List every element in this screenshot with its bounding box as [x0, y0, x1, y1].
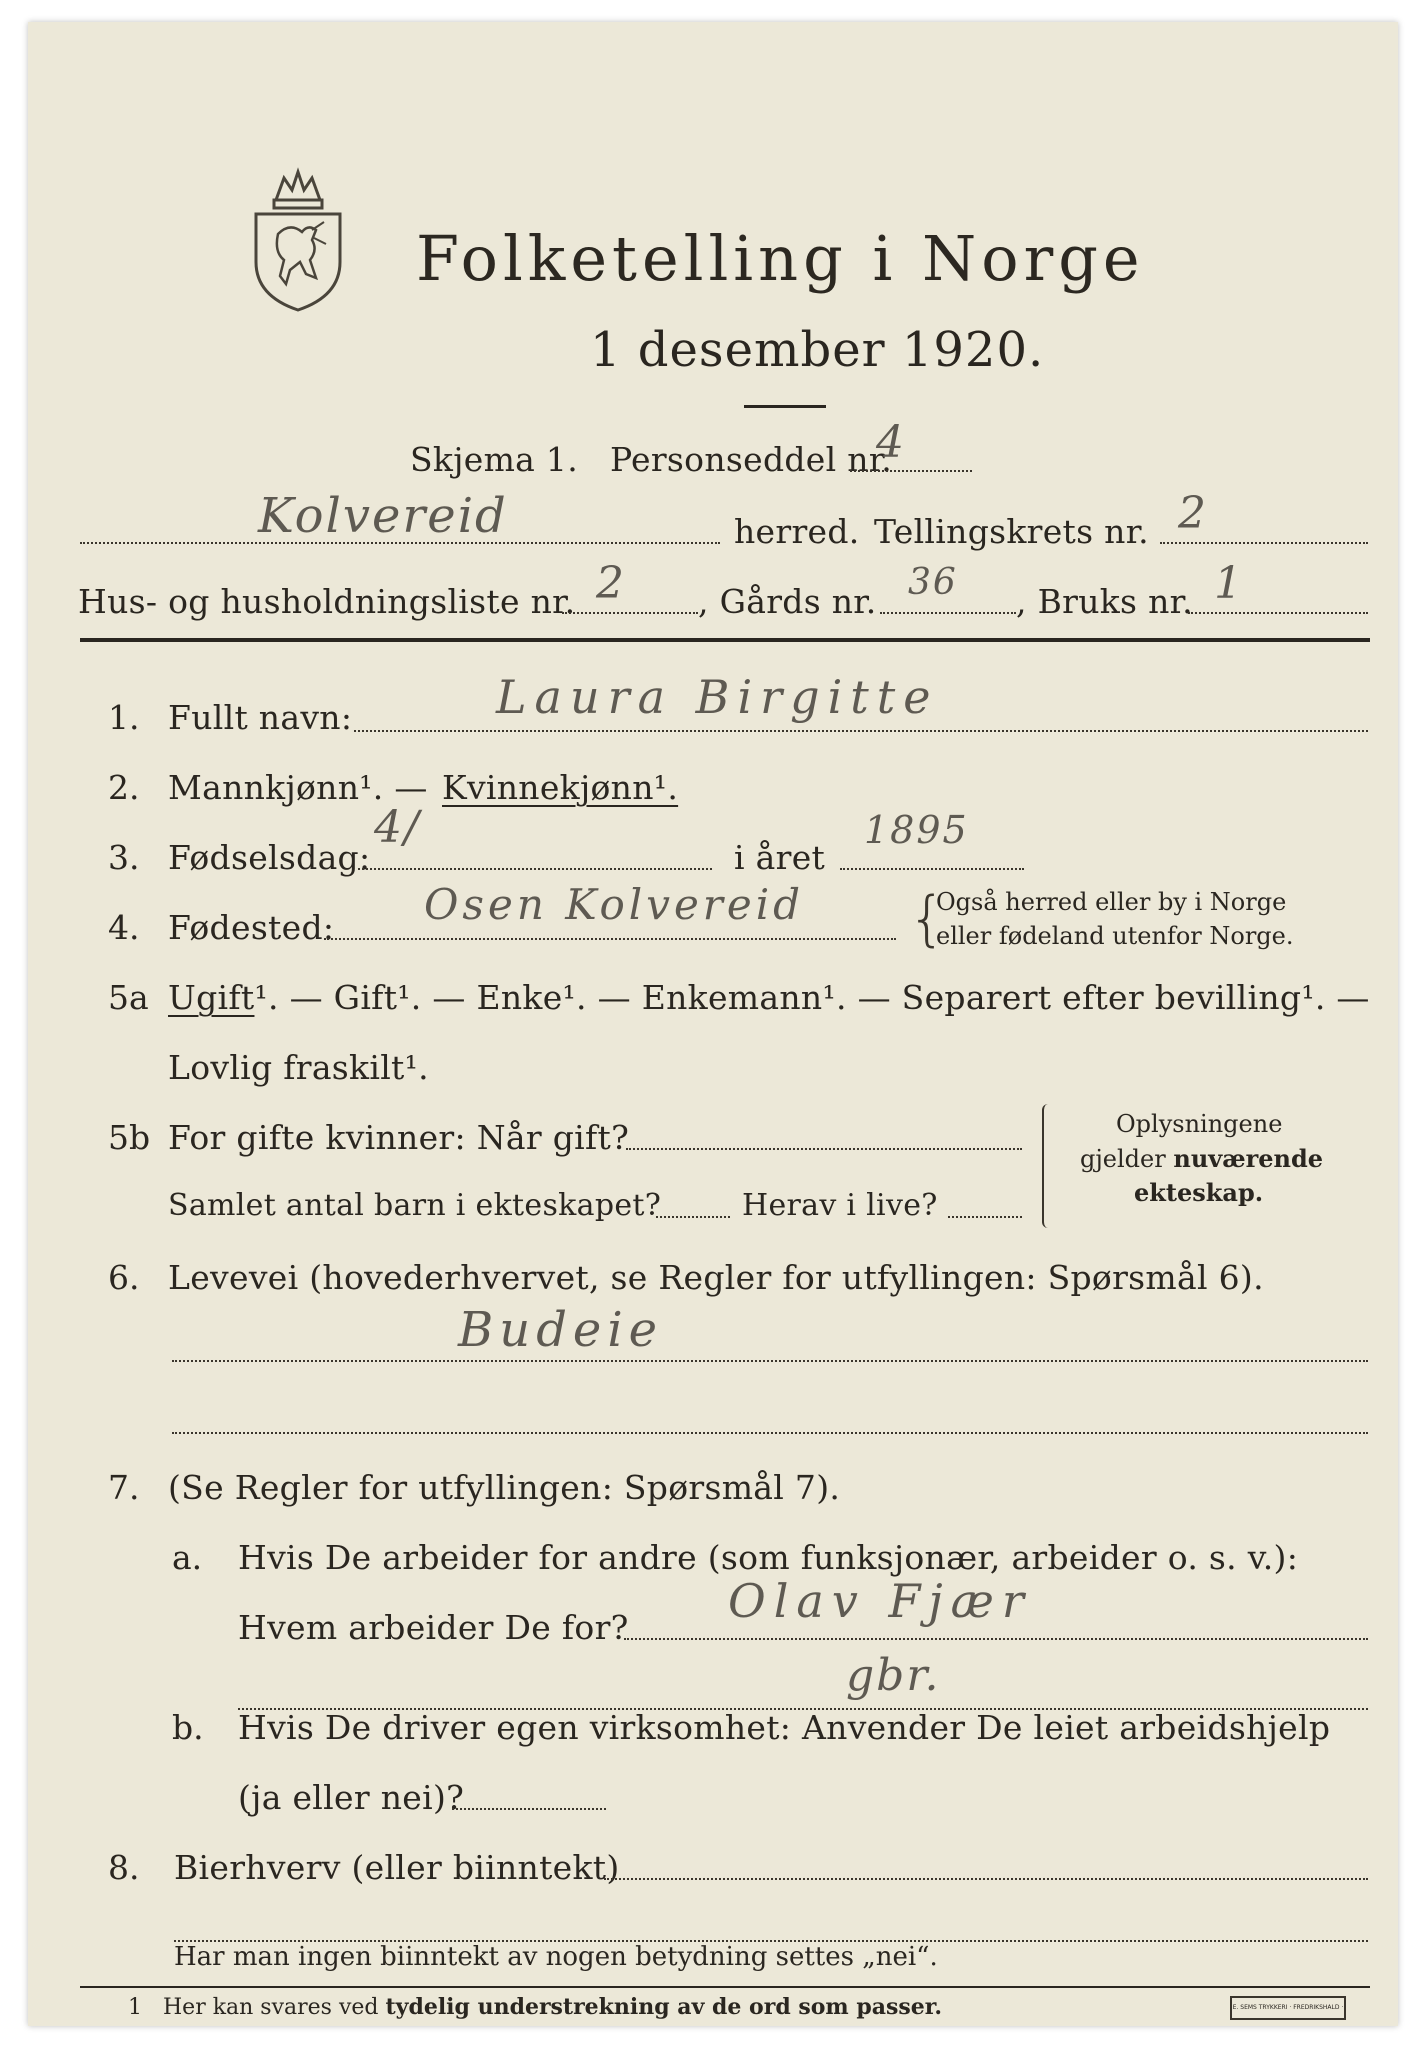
census-form-page — [28, 22, 1398, 2026]
q7a-line2: Hvem arbeider De for? — [238, 1608, 629, 1647]
q4-number: 4. — [108, 908, 140, 947]
q1-line — [354, 730, 1368, 732]
q6-value: Budeie — [458, 1302, 664, 1358]
q2-number: 2. — [108, 768, 140, 807]
q5b-live-line — [948, 1216, 1022, 1218]
q4-note1: Også herred eller by i Norge — [936, 888, 1287, 916]
bruks-value: 1 — [1214, 558, 1244, 609]
hus-line — [562, 612, 698, 614]
footnote-text-a: Her kan svares ved — [162, 1995, 379, 2020]
q7a-number: a. — [172, 1538, 203, 1577]
q5a-rest: . — Gift¹. — Enke¹. — Enkemann¹. — Separert efter bevilling¹. — — [268, 978, 1370, 1017]
q4-value: Osen Kolvereid — [424, 880, 805, 929]
q7a-line1: Hvis De arbeider for andre (som funksjonær, arbeider o. s. v.): — [238, 1538, 1299, 1577]
tellingskrets-value: 2 — [1178, 488, 1208, 539]
q5b-gift-line — [626, 1148, 1022, 1150]
footer-rule — [80, 1986, 1370, 1988]
herred-label: herred. — [734, 512, 860, 551]
q5b-number: 5b — [108, 1118, 151, 1157]
tellingskrets-line — [1160, 542, 1368, 544]
q5a-number: 5a — [108, 978, 149, 1017]
q5b-note2 — [1080, 1144, 1323, 1173]
footnote-text-b: tydelig understrekning av de ord som passer. — [385, 1994, 942, 2020]
q8-number: 8. — [108, 1848, 140, 1887]
q7a-value2: gbr. — [846, 1650, 941, 1701]
q7b-number: b. — [172, 1708, 204, 1747]
footnote-number: 1 — [128, 1995, 142, 2020]
printer-stamp: E. SEMS TRYKKERI · FREDRIKSHALD · — [1230, 1996, 1346, 2020]
q6-label: Levevei (hovederhvervet, se Regler for utfyllingen: Spørsmål 6). — [168, 1258, 1264, 1297]
q3-day-value: 4/ — [374, 802, 421, 853]
q5b-barn-line — [656, 1216, 730, 1218]
q5a-ugift-sup: ¹ — [254, 978, 268, 1017]
header-rule — [80, 638, 1370, 642]
gards-value: 36 — [908, 562, 958, 603]
q4-line — [324, 938, 896, 940]
footer-note: Har man ingen biinntekt av nogen betydning settes „nei“. — [174, 1942, 938, 1972]
q5b-label3: Herav i live? — [742, 1188, 938, 1223]
q4-note2: eller fødeland utenfor Norge. — [936, 922, 1294, 950]
q7-label: (Se Regler for utfyllingen: Spørsmål 7). — [168, 1468, 841, 1507]
personseddel-label: Personseddel nr. — [610, 440, 893, 479]
q3-label: Fødselsdag: — [168, 838, 371, 877]
q3-year-value: 1895 — [864, 808, 969, 852]
q5b-note3: ekteskap. — [1134, 1178, 1264, 1207]
q2-mann: Mannkjønn¹. — — [168, 768, 428, 807]
q4-brace: { — [908, 884, 947, 954]
q5b-note1: Oplysningene — [1116, 1110, 1283, 1138]
q1-value: Laura Birgitte — [496, 670, 939, 724]
personseddel-line — [850, 470, 972, 472]
coat-of-arms-icon — [246, 164, 350, 314]
q1-number: 1. — [108, 698, 140, 737]
q3-day-line — [358, 868, 712, 870]
gards-line — [880, 612, 1016, 614]
q6-line2 — [172, 1432, 1368, 1434]
q5b-note2a: gjelder — [1080, 1145, 1166, 1173]
q2-kvinne: Kvinnekjønn¹. — [442, 768, 679, 807]
footnote — [128, 1994, 942, 2020]
q5b-label1: For gifte kvinner: Når gift? — [168, 1118, 630, 1157]
skjema-label: Skjema 1. — [410, 440, 579, 479]
q7b-line2: (ja eller nei)? — [238, 1778, 465, 1817]
q5a-line2: Lovlig fraskilt¹. — [168, 1048, 429, 1087]
q3-number: 3. — [108, 838, 140, 877]
tellingskrets-label: Tellingskrets nr. — [874, 512, 1149, 551]
gards-label: , Gårds nr. — [698, 582, 877, 621]
q5b-note2b: nuværende — [1173, 1144, 1324, 1173]
q4-label: Fødested: — [168, 908, 335, 947]
form-title: Folketelling i Norge — [416, 222, 1145, 295]
q5a-line1 — [168, 978, 1370, 1017]
q7b-line — [452, 1808, 606, 1810]
census-date: 1 desember 1920. — [590, 322, 1045, 378]
q6-number: 6. — [108, 1258, 140, 1297]
q5a-ugift: Ugift — [168, 978, 255, 1017]
q3-year-label: i året — [734, 838, 826, 877]
q1-label: Fullt navn: — [168, 698, 353, 737]
q5b-label2: Samlet antal barn i ekteskapet? — [168, 1188, 662, 1223]
q7a-value1: Olav Fjær — [728, 1574, 1032, 1628]
hus-label: Hus- og husholdningsliste nr. — [78, 582, 576, 621]
q8-line1 — [604, 1878, 1368, 1880]
title-divider — [744, 405, 826, 408]
q7a-line — [624, 1638, 1368, 1640]
bruks-line — [1188, 612, 1368, 614]
q5b-bracket — [1042, 1104, 1050, 1228]
herred-value: Kolvereid — [258, 488, 508, 544]
q7-number: 7. — [108, 1468, 140, 1507]
personseddel-value: 4 — [876, 417, 906, 468]
q7b-line1: Hvis De driver egen virksomhet: Anvender De leiet arbeidshjelp — [238, 1708, 1331, 1747]
q6-line1 — [172, 1360, 1368, 1362]
hus-value: 2 — [596, 558, 626, 609]
q8-label: Bierhverv (eller biinntekt) — [174, 1848, 620, 1887]
bruks-label: , Bruks nr. — [1016, 582, 1193, 621]
q3-year-line — [840, 868, 1024, 870]
